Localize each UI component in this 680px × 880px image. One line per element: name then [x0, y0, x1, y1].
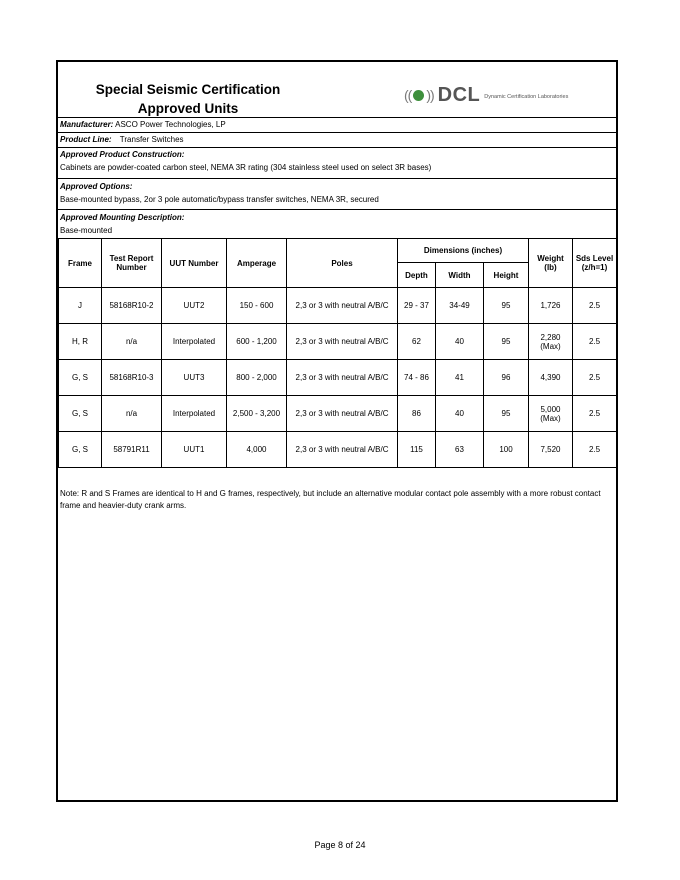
cell-amperage: 2,500 - 3,200	[227, 396, 287, 432]
col-header-weight: Weight (lb)	[529, 239, 573, 288]
cell-amperage: 800 - 2,000	[227, 360, 287, 396]
col-header-depth: Depth	[398, 263, 436, 288]
mounting-label: Approved Mounting Description:	[60, 213, 185, 222]
construction-row	[60, 149, 431, 173]
cell-height: 100	[484, 432, 529, 468]
table-row	[59, 324, 617, 360]
table-row	[59, 360, 617, 396]
product-line-value: Transfer Switches	[119, 135, 184, 144]
title-line-1: Special Seismic Certification	[95, 82, 281, 97]
manufacturer-value: ASCO Power Technologies, LP	[115, 120, 226, 129]
cell-uut: Interpolated	[162, 324, 227, 360]
cell-weight: 1,726	[529, 288, 573, 324]
cell-amperage: 150 - 600	[227, 288, 287, 324]
cell-weight: 7,520	[529, 432, 573, 468]
options-value: Base-mounted bypass, 2or 3 pole automatic/bypass transfer switches, NEMA 3R, secured	[60, 195, 379, 204]
cell-amperage: 4,000	[227, 432, 287, 468]
cell-width: 41	[436, 360, 484, 396]
construction-label: Approved Product Construction:	[60, 150, 185, 159]
cell-report: n/a	[102, 396, 162, 432]
divider	[58, 209, 616, 210]
cell-report: n/a	[102, 324, 162, 360]
cell-depth: 115	[398, 432, 436, 468]
cell-poles: 2,3 or 3 with neutral A/B/C	[287, 324, 398, 360]
cell-frame: G, S	[59, 360, 102, 396]
cell-depth: 74 - 86	[398, 360, 436, 396]
cell-uut: UUT1	[162, 432, 227, 468]
cell-width: 34-49	[436, 288, 484, 324]
cell-poles: 2,3 or 3 with neutral A/B/C	[287, 360, 398, 396]
page-number: Page 8 of 24	[314, 840, 366, 850]
cell-depth: 62	[398, 324, 436, 360]
cell-frame: G, S	[59, 432, 102, 468]
col-header-test-report: Test Report Number	[102, 239, 162, 288]
cell-depth: 86	[398, 396, 436, 432]
cell-frame: J	[59, 288, 102, 324]
cell-height: 96	[484, 360, 529, 396]
cell-uut: UUT2	[162, 288, 227, 324]
manufacturer-row	[60, 119, 226, 130]
product-line-label: Product Line:	[60, 135, 112, 144]
divider	[58, 178, 616, 179]
logo-waves-right: ))	[426, 87, 434, 103]
cell-width: 63	[436, 432, 484, 468]
cell-sds: 2.5	[573, 396, 617, 432]
cell-sds: 2.5	[573, 288, 617, 324]
cell-poles: 2,3 or 3 with neutral A/B/C	[287, 396, 398, 432]
col-header-width: Width	[436, 263, 484, 288]
cell-weight: 2,280 (Max)	[529, 324, 573, 360]
col-header-frame: Frame	[59, 239, 102, 288]
cell-amperage: 600 - 1,200	[227, 324, 287, 360]
mounting-value: Base-mounted	[60, 226, 113, 235]
logo-waves-left: ((	[404, 87, 412, 103]
col-header-uut: UUT Number	[162, 239, 227, 288]
cell-width: 40	[436, 396, 484, 432]
frame-note: Note: R and S Frames are identical to H and G frames, respectively, but include an alternative modular contact pole assembly with a more robust contact frame and heavier-duty crank arms.	[60, 489, 601, 510]
cell-height: 95	[484, 396, 529, 432]
col-header-height: Height	[484, 263, 529, 288]
col-header-sds: Sds Level (z/h=1)	[573, 239, 617, 288]
approved-units-table	[58, 238, 617, 468]
certification-sheet	[56, 60, 618, 802]
cell-sds: 2.5	[573, 324, 617, 360]
mounting-row	[60, 212, 184, 236]
cell-uut: UUT3	[162, 360, 227, 396]
cell-sds: 2.5	[573, 432, 617, 468]
cell-depth: 29 - 37	[398, 288, 436, 324]
construction-value: Cabinets are powder-coated carbon steel, NEMA 3R rating (304 stainless steel used on select 3R bases)	[60, 163, 432, 172]
cell-uut: Interpolated	[162, 396, 227, 432]
table-row	[59, 288, 617, 324]
col-header-amperage: Amperage	[227, 239, 287, 288]
title-line-2: Approved Units	[137, 101, 239, 116]
divider	[58, 147, 616, 148]
cell-report: 58168R10-3	[102, 360, 162, 396]
options-row	[60, 181, 379, 205]
col-header-dimensions: Dimensions (inches)	[398, 239, 529, 263]
cell-report: 58168R10-2	[102, 288, 162, 324]
logo-dot-icon	[413, 90, 424, 101]
cell-report: 58791R11	[102, 432, 162, 468]
product-line-row	[60, 134, 184, 145]
manufacturer-label: Manufacturer:	[60, 120, 114, 129]
divider	[58, 132, 616, 133]
divider	[58, 117, 616, 118]
col-header-poles: Poles	[287, 239, 398, 288]
cell-weight: 5,000 (Max)	[529, 396, 573, 432]
cell-height: 95	[484, 288, 529, 324]
table-row	[59, 432, 617, 468]
table-row	[59, 396, 617, 432]
cell-width: 40	[436, 324, 484, 360]
options-label: Approved Options:	[60, 182, 133, 191]
cell-frame: G, S	[59, 396, 102, 432]
cell-weight: 4,390	[529, 360, 573, 396]
dcl-logo	[404, 84, 614, 106]
cell-sds: 2.5	[573, 360, 617, 396]
cell-poles: 2,3 or 3 with neutral A/B/C	[287, 288, 398, 324]
page-title	[88, 80, 288, 118]
cell-poles: 2,3 or 3 with neutral A/B/C	[287, 432, 398, 468]
logo-text: DCL	[437, 83, 481, 106]
logo-subtitle: Dynamic Certification Laboratories	[484, 94, 569, 100]
cell-frame: H, R	[59, 324, 102, 360]
cell-height: 95	[484, 324, 529, 360]
